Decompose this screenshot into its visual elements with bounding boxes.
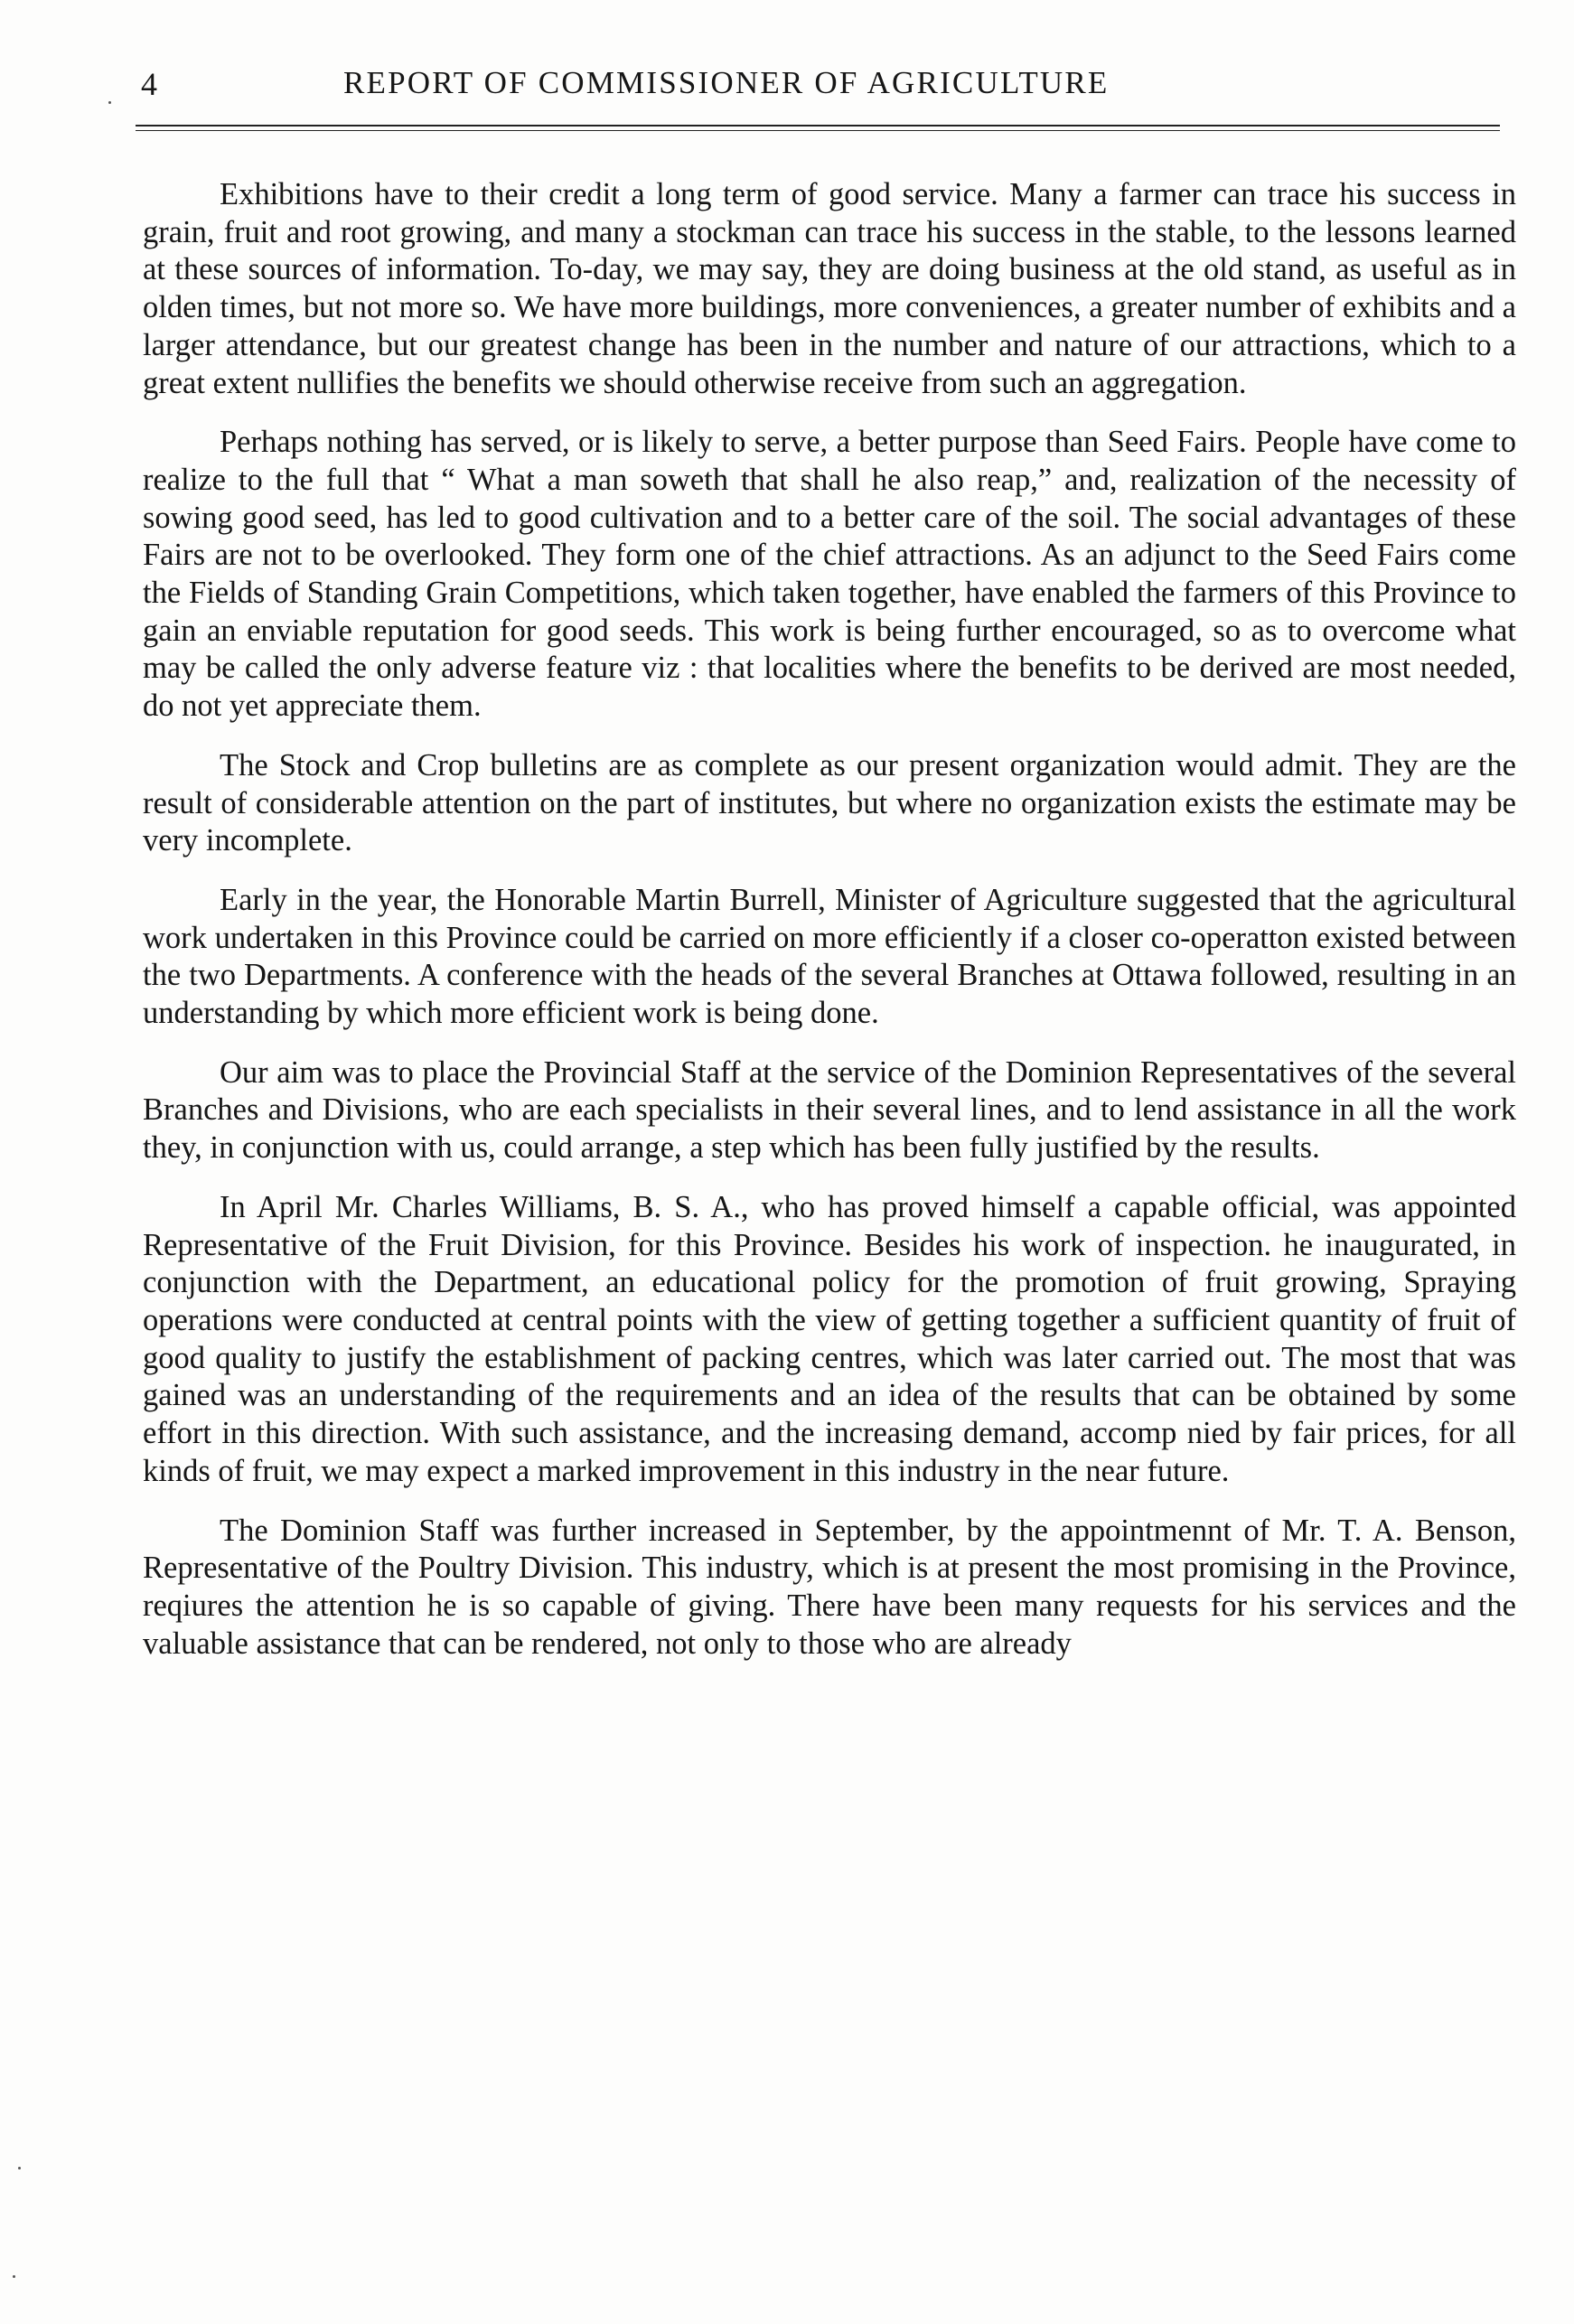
page-number: 4 [141, 66, 158, 102]
paragraph-provincial-staff: Our aim was to place the Provincial Staff at the service of the Dominion Representatives of the several Branches and Divisions, who are each specialists in their several lines, and to lend assistance in all the work they, in conjunction with us, could arrange, a step which has been fully justified by the results. [143, 1054, 1516, 1166]
paragraph-stock-crop-bulletins: The Stock and Crop bulletins are as complete as our present organization would admit. They are the result of considerable attention on the part of institutes, but where no organization exists the estimate may be very incomplete. [143, 747, 1516, 858]
page-header [136, 56, 1500, 110]
paragraph-poultry-division: The Dominion Staff was further increased in September, by the appointmennt of Mr. T. A. Benson, Representative of the Poultry Division. This industry, which is at present the most promising in the Province, reqiures the attention he is so capable of giving. There have been many requests for his services and the valuable assistance that can be rendered, not only to those who are already [143, 1513, 1516, 1661]
body-text [143, 176, 1516, 1663]
header-rule-top [136, 125, 1500, 127]
print-speck [18, 2167, 21, 2169]
paragraph-exhibitions: Exhibitions have to their credit a long term of good service. Many a farmer can trace his success in grain, fruit and root growing, and many a stockman can trace his success in the stable, to the lessons learned at these sources of information. To-day, we may say, they are doing business at the old stand, as useful as in olden times, but not more so. We have more buildings, more conveniences, a greater number of exhibits and a larger attendance, but our greatest change has been in the number and nature of our attractions, which to a great extent nullifies the benefits we should otherwise receive from such an aggregation. [143, 177, 1516, 400]
paragraph-martin-burrell: Early in the year, the Honorable Martin Burrell, Minister of Agriculture suggested that the agricultural work undertaken in this Province could be carried on more efficiently if a closer co-operatton existed between the two Departments. A conference with the heads of the several Branches at Ottawa followed, resulting in an understanding by which more efficient work is being done. [143, 882, 1516, 1031]
print-speck [13, 2275, 15, 2278]
paragraph-fruit-division: In April Mr. Charles Williams, B. S. A., who has proved himself a capable official, was appointed Representative of the Fruit Division, for this Province. Besides his work of inspection. he inaugurated, in conjunction with the Department, an educational policy for the promotion of fruit growing, Spraying operations were conducted at central points with the view of getting together a sufficient quantity of fruit of good quality to justify the establishment of packing centres, which was later carried out. The most that was gained was an understanding of the requirements and an idea of the results that can be obtained by some effort in this direction. With such assistance, and the increasing demand, accomp nied by fair prices, for all kinds of fruit, we may expect a marked improvement in this industry in the near future. [143, 1189, 1516, 1488]
header-rule-bottom [136, 130, 1500, 131]
running-title: REPORT OF COMMISSIONER OF AGRICULTURE [343, 65, 1110, 100]
paragraph-seed-fairs: Perhaps nothing has served, or is likely to serve, a better purpose than Seed Fairs. People have come to realize to the full that “ What a man soweth that shall he also reap,” and, realization of the necessity of sowing good seed, has led to good cultivation and to a better care of the soil. The social advantages of these Fairs are not to be overlooked. They form one of the chief attractions. As an adjunct to the Seed Fairs come the Fields of Standing Grain Competitions, which taken together, have enabled the farmers of this Province to gain an enviable reputation for good seeds. This work is being further encouraged, so as to overcome what may be called the only adverse feature viz : that localities where the benefits to be derived are most needed, do not yet appreciate them. [143, 425, 1516, 724]
print-speck [108, 101, 111, 104]
